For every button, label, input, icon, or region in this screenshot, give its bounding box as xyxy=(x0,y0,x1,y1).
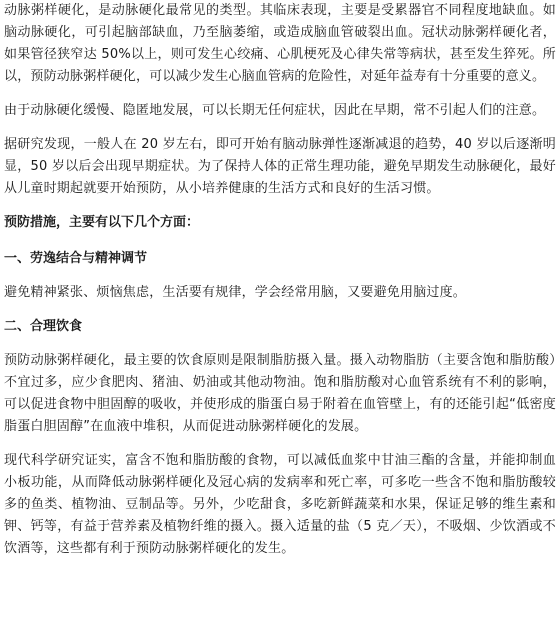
paragraph-rest: 避免精神紧张、烦恼焦虑，生活要有规律，学会经常用脑，又要避免用脑过度。 xyxy=(4,285,467,300)
heading-prevention-measures: 预防措施，主要有以下几个方面： xyxy=(4,215,200,230)
paragraph-diet-research: 现代科学研究证实，富含不饱和脂肪酸的食物，可以减低血浆中甘油三酯的含量，并能抑制血小板功能，从而降低动脉粥样硬化及冠心病的发病率和死亡率，可多吃一些含不饱和脂肪酸较多的鱼类、植物油、豆制品等。另外，少吃甜食，多吃新鲜蔬菜和水果，保证足够的维生素和钾、钙等，有益于营养素及植物纤维的摄入。摄入适量的盐（5 克／天），不吸烟、少饮酒或不饮酒等，这些都有利于预防动脉粥样硬化的发生。 xyxy=(4,453,556,556)
heading-section-rest: 一、劳逸结合与精神调节 xyxy=(4,251,148,266)
paragraph-intro: 动脉粥样硬化，是动脉硬化最常见的类型。其临床表现，主要是受累器官不同程度地缺血。如脑动脉硬化，可引起脑部缺血，乃至脑萎缩，或造成脑血管破裂出血。冠状动脉粥样硬化者，如果管径狭窄达 50%以上，则可发生心绞痛、心肌梗死及心律失常等病状，甚至发生猝死。所以，预防动脉粥样硬化，可以减少发生心脑血管病的危险性，对延年益寿有十分重要的意义。 xyxy=(4,3,556,84)
heading-section-diet: 二、合理饮食 xyxy=(4,319,83,334)
article-body xyxy=(4,0,556,560)
paragraph-diet-principle: 预防动脉粥样硬化，最主要的饮食原则是限制脂肪摄入量。摄入动物脂肪（主要含饱和脂肪酸）不宜过多，应少食肥肉、猪油、奶油或其他动物油。饱和脂肪酸对心血管系统有不利的影响，可以促进食物中胆固醇的吸收，并使形成的脂蛋白易于附着在血管壁上，有的还能引起“低密度脂蛋白胆固醇”在血液中堆积，从而促进动脉粥样硬化的发展。 xyxy=(4,353,556,434)
paragraph-development: 由于动脉硬化缓慢、隐匿地发展，可以长期无任何症状，因此在早期，常不引起人们的注意。 xyxy=(4,103,546,118)
paragraph-research: 据研究发现，一般人在 20 岁左右，即可开始有脑动脉弹性逐渐减退的趋势，40 岁以后逐渐明显，50 岁以后会出现早期症状。为了保持人体的正常生理功能，避免早期发生动脉硬化，最好从儿童时期起就要开始预防，从小培养健康的生活方式和良好的生活习惯。 xyxy=(4,137,556,196)
